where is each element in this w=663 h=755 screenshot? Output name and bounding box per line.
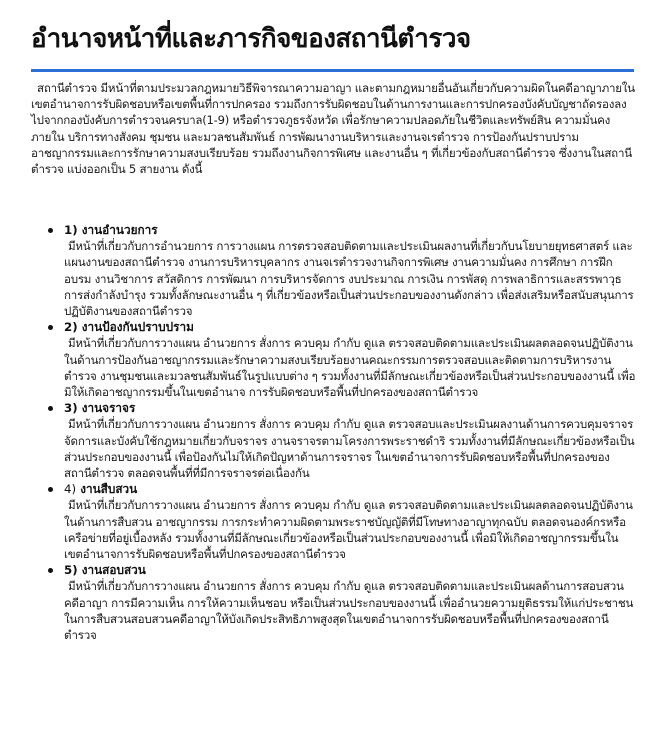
section-traffic [46, 400, 636, 481]
section-investigation [46, 481, 636, 562]
section-number: 1) [64, 223, 78, 237]
section-number: 3) [64, 401, 78, 416]
bullet-icon [48, 487, 53, 492]
bullet-icon [48, 228, 53, 233]
section-title: งานสืบสวน [80, 482, 138, 497]
section-number: 4) [64, 482, 77, 497]
section-crime-prevention [46, 319, 636, 400]
section-title: งานป้องกันปราบปราม [81, 320, 194, 335]
section-heading [64, 222, 636, 238]
section-body: มีหน้าที่เกี่ยวกับการอำนวยการ การวางแผน การตรวจสอบติดตามและประเมินผลงานที่เกี่ยวกับนโยบายยุทธศาสตร์ และแผนงานของสถานีตำรวจ งานการบริหารบุคลากร งานจเรตำรวจงานกิจการพิเศษ งานความมั่นคง การศึกษา การฝึกอบรม งานวิชาการ สวัสดิการ การพัฒนา การบริหารจัดการ งบประมาณ การเงิน การพัสดุ การพลาธิการและสรรพาวุธ การส่งกำลังบำรุง รวมทั้งลักษณะงานอื่น ๆ ที่เกี่ยวข้องหรือเป็นส่วนประกอบของงานดังกล่าว เพื่อส่งเสริมหรือสนับสนุนการปฏิบัติงานของสถานีตำรวจ [64, 239, 634, 319]
section-title: งานสอบสวน [81, 563, 146, 578]
section-body: มีหน้าที่เกี่ยวกับการวางแผน อำนวยการ สั่งการ ควบคุม กำกับ ดูแล ตรวจสอบติดตามและประเมินผลตลอดจนปฏิบัติงานในด้านการป้องกันอาชญากรรมและรักษาความสงบเรียบร้อยงานคณะกรรมการตรวจสอบและติดตามการบริหารงานตำรวจ งานชุมชนและมวลชนสัมพันธ์ในรูปแบบต่าง ๆ รวมทั้งงานที่มีลักษณะเกี่ยวข้องหรือเป็นส่วนประกอบของงานนี้ เพื่อมิให้เกิดอาชญากรรมขึ้นในเขตอำนาจ การรับผิดชอบหรือพื้นที่ปกครองของสถานีตำรวจ [64, 336, 636, 400]
section-inquiry [46, 562, 636, 643]
section-administration [46, 222, 636, 319]
section-title: งานจราจร [81, 401, 136, 416]
section-title: งานอำนวยการ [81, 223, 158, 237]
bullet-icon [48, 568, 53, 573]
section-number: 5) [64, 563, 78, 578]
section-number: 2) [64, 320, 78, 335]
section-heading [64, 319, 636, 335]
bullet-icon [48, 325, 53, 330]
bullet-icon [48, 406, 53, 411]
section-body: มีหน้าที่เกี่ยวกับการวางแผน อำนวยการ สั่งการ ควบคุม กำกับ ดูแล ตรวจสอบและประเมินผลงานด้านการควบคุมจราจร จัดการและบังคับใช้กฎหมายเกี่ยวกับจราจร งานจราจรตามโครงการพระราชดำริ รวมทั้งงานที่มีลักษณะเกี่ยวข้องหรือเป็นส่วนประกอบของงานนี้ เพื่อป้องกันไม่ให้เกิดปัญหาด้านการจราจร ในเขตอำนาจการรับผิดชอบหรือพื้นที่ปกครองของสถานีตำรวจ ตลอดจนพื้นที่ที่มีการจราจรต่อเนื่องกัน [64, 417, 635, 481]
intro-paragraph: สถานีตำรวจ มีหน้าที่ตามประมวลกฎหมายวิธีพิจารณาความอาญา และตามกฎหมายอื่นอันเกี่ยวกับความผิดในคดีอาญาภายในเขตอำนาจการรับผิดชอบหรือเขตพื้นที่การปกครอง รวมถึงการรับผิดชอบในด้านการงานและการปกครองบังคับบัญชาถัดรองลงไปจากกองบังคับการตำรวจนครบาล(1-9) หรือตำรวจภูธรจังหวัด เพื่อรักษาความปลอดภัยในชีวิตและทรัพย์สิน ความมั่นคงภายใน บริการทางสังคม ชุมชน และมวลชนสัมพันธ์ การพัฒนางานบริหารและงานจเรตำรวจ การป้องกันปราบปรามอาชญากรรมและการรักษาความสงบเรียบร้อย รวมถึงงานกิจการพิเศษ และงานอื่น ๆ ที่เกี่ยวข้องกับสถานีตำรวจ ซึ่งงานในสถานีตำรวจ แบ่งออกเป็น 5 สายงาน ดังนี้ [31, 81, 635, 177]
section-body: มีหน้าที่เกี่ยวกับการวางแผน อำนวยการ สั่งการ ควบคุม กำกับ ดูแล ตรวจสอบติดตามและประเมินผลตลอดจนปฏิบัติงานในด้านการสืบสวน อาชญากรรม การกระทำความผิดตามพระราชบัญญัติที่มีโทษทางอาญาทุกฉบับ ตลอดจนองค์กรหรือเครือข่ายที่อยู่เบื้องหลัง รวมทั้งงานที่มีลักษณะเกี่ยวข้องหรือเป็นส่วนประกอบของงานนี้ เพื่อมิให้เกิดอาชญากรรมขึ้นในเขตอำนาจการรับผิดชอบหรือพื้นที่ปกครองของสถานีตำรวจ [64, 498, 633, 562]
section-body: มีหน้าที่เกี่ยวกับการวางแผน อำนวยการ สั่งการ ควบคุม กำกับ ดูแล ตรวจสอบติดตามและประเมินผลด้านการสอบสวนคดีอาญา การมีความเห็น การให้ความเห็นชอบ หรือเป็นส่วนประกอบของงานนี้ เพื่ออำนวยความยุติธรรมให้แก่ประชาชนในการสืบสวนสอบสวนคดีอาญาให้บังเกิดประสิทธิภาพสูงสุดในเขตอำนาจการรับผิดชอบหรือพื้นที่ปกครองของสถานีตำรวจ [64, 579, 634, 643]
title-divider [31, 69, 634, 72]
section-heading [64, 400, 636, 416]
duty-sections-list [46, 222, 636, 643]
page-title: อำนาจหน้าที่และภารกิจของสถานีตำรวจ [31, 24, 471, 54]
section-heading [64, 562, 636, 578]
section-heading [64, 481, 636, 497]
